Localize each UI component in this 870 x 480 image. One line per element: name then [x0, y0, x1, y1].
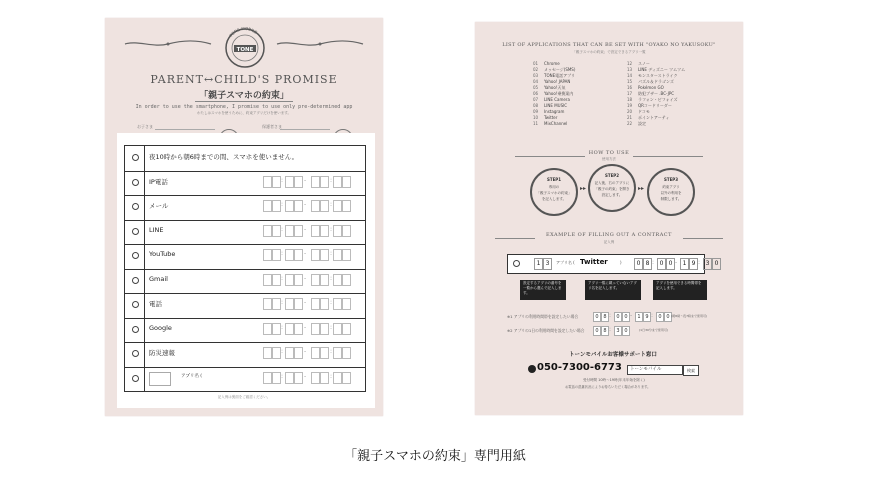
time-digit-box[interactable]: [311, 249, 320, 261]
app-name: ラフォン・ビフォイズ: [638, 97, 678, 102]
time-digit-box[interactable]: [263, 323, 272, 335]
app-number: 12: [627, 61, 633, 66]
howto-subheading: 使用方法: [602, 157, 616, 161]
time-digit-box[interactable]: [294, 225, 303, 237]
step2-text: 設定します。: [601, 193, 623, 197]
rule-label: LINE: [149, 225, 164, 234]
rule-checkbox[interactable]: [132, 301, 139, 308]
time-digit-box[interactable]: [342, 298, 351, 310]
time-digit-box[interactable]: [311, 323, 320, 335]
time-separator: :: [330, 299, 333, 306]
app-name: Instagram: [544, 109, 565, 114]
rule-checkbox[interactable]: [132, 252, 139, 259]
app-number: 03: [533, 73, 539, 78]
time-digit-box[interactable]: [311, 274, 320, 286]
app-list-heading: LIST OF APPLICATIONS THAT CAN BE SET WITH "OYAKO NO YAKUSOKU": [502, 42, 716, 48]
divider: [144, 244, 145, 269]
time-digit-box[interactable]: [294, 249, 303, 261]
sig-parent-line[interactable]: [280, 129, 330, 130]
sig-parent-label: 保護者さま: [262, 124, 282, 129]
intro-english: In order to use the smartphone, I promise to use only pre-determined app: [135, 104, 353, 110]
time-digit-box[interactable]: [272, 323, 284, 335]
time-separator: :: [330, 348, 333, 355]
step2-label: STEP2: [604, 173, 620, 178]
callout-number: 設定するアプリの番号を一覧から選んで記入します。: [520, 280, 566, 300]
howto-heading: HOW TO USE: [588, 150, 630, 156]
promise-sheet-front: [105, 18, 383, 416]
time-digit-box[interactable]: [320, 249, 329, 261]
rule-checkbox[interactable]: [132, 375, 139, 382]
time-digit-box[interactable]: [342, 323, 351, 335]
time-digit: 8: [601, 326, 609, 336]
example-subheading: 記入例: [603, 240, 615, 244]
app-number: 19: [627, 103, 633, 108]
time-digit: 9: [643, 312, 651, 322]
divider: [144, 293, 145, 318]
footnote: 記入例は裏面をご確認ください。: [217, 395, 271, 399]
rule-label: YouTube: [149, 250, 176, 258]
callout-time: アプリを使用できる時間帯を記入します。: [653, 280, 707, 300]
time-separator: :: [281, 176, 284, 184]
step3-circle: [647, 168, 695, 216]
app-name: LINE MUSIC: [544, 103, 568, 108]
time-digit-box[interactable]: [320, 372, 329, 384]
time-digit-box[interactable]: [263, 274, 272, 286]
callout-appname: アプリ一覧に載っていないアプリ名を記入します。: [585, 280, 641, 300]
example-number: 1: [534, 258, 543, 270]
app-name: ドコモ: [638, 109, 650, 114]
time-digit: 0: [657, 258, 666, 270]
time-digit-box[interactable]: [285, 176, 294, 188]
time-digit-box[interactable]: [285, 372, 294, 384]
time-digit-box[interactable]: [272, 372, 284, 384]
time-separator: -: [304, 348, 307, 355]
time-digit-box[interactable]: [342, 372, 351, 384]
time-digit-box[interactable]: [311, 298, 320, 310]
sig-child-line[interactable]: [155, 129, 215, 130]
time-separator: :: [651, 312, 654, 319]
app-number: 15: [627, 79, 633, 84]
search-button[interactable]: 検索: [683, 365, 699, 376]
step1-circle: [530, 168, 578, 216]
time-separator: -: [675, 259, 678, 266]
time-digit-box[interactable]: [342, 249, 351, 261]
app-number: 22: [627, 121, 633, 126]
time-digit-box[interactable]: [263, 249, 272, 261]
time-separator: :: [281, 299, 284, 306]
app-number: 11: [533, 121, 539, 126]
divider: [144, 367, 145, 392]
time-separator: :: [330, 372, 333, 380]
rule-checkbox[interactable]: [132, 179, 139, 186]
app-number: 08: [533, 103, 539, 108]
rule-row: [125, 342, 365, 368]
time-digit-box[interactable]: [333, 323, 342, 335]
time-digit-box[interactable]: [294, 274, 303, 286]
app-number: 20: [627, 109, 633, 114]
time-digit-box[interactable]: [294, 176, 303, 188]
time-digit-box[interactable]: [320, 323, 329, 335]
example-paren: ): [620, 260, 622, 265]
app-name: Chrome: [544, 61, 560, 66]
time-separator: -: [304, 201, 307, 208]
time-separator: :: [330, 274, 333, 282]
time-separator: -: [304, 323, 307, 331]
rule-row: [125, 146, 365, 172]
time-digit: 3: [703, 258, 712, 270]
app-name: Yahoo!乗換案内: [544, 91, 574, 96]
time-digit: 0: [622, 326, 630, 336]
rules-panel: [117, 133, 375, 408]
app-number: 07: [533, 97, 539, 102]
step3-text: 以外の利用を: [660, 191, 682, 195]
rules-table: [124, 145, 366, 392]
time-separator: :: [330, 176, 333, 184]
app-name: Yahoo! JAPAN: [544, 79, 571, 84]
time-digit-box[interactable]: [320, 274, 329, 286]
rule-row: [125, 293, 365, 319]
step3-text: 約束アプリ: [662, 185, 680, 189]
time-digit-box[interactable]: [294, 200, 303, 212]
example-app-name: Twitter: [580, 258, 608, 266]
rule-checkbox[interactable]: [132, 326, 139, 333]
time-digit-box[interactable]: [285, 323, 294, 335]
time-digit-box[interactable]: [294, 298, 303, 310]
step3-label: STEP3: [663, 177, 679, 182]
time-separator: :: [281, 274, 284, 282]
time-digit: 0: [666, 258, 675, 270]
step2-text: 記入後、右のアプリに: [594, 181, 630, 185]
app-number: 01: [533, 61, 539, 66]
time-separator: -: [630, 312, 633, 319]
time-digit-box[interactable]: [311, 225, 320, 237]
step2-circle: [588, 164, 636, 212]
time-digit-box[interactable]: [333, 249, 342, 261]
time-digit-box[interactable]: [333, 298, 342, 310]
time-digit: 0: [614, 312, 622, 322]
step1-text: 「親子スマホの約束」: [536, 191, 572, 195]
app-list-subheading: 「親子スマホの約束」で設定できるアプリ一覧: [572, 50, 646, 54]
time-digit: 0: [656, 312, 664, 322]
time-digit-box[interactable]: [263, 200, 272, 212]
time-digit-box[interactable]: [311, 200, 320, 212]
time-separator: :: [281, 323, 284, 331]
time-separator: :: [330, 250, 333, 257]
support-hours-note: お電話の混雑状況によりお待ちいただく場合があります。: [565, 385, 651, 389]
time-digit-box[interactable]: [333, 372, 342, 384]
app-name: Yahoo!天気: [544, 85, 566, 90]
time-separator: :: [281, 225, 284, 233]
app-number: 09: [533, 109, 539, 114]
rule-row: [125, 220, 365, 246]
app-name: MixChannel: [544, 121, 568, 126]
time-digit: 3: [614, 326, 622, 336]
time-digit-box[interactable]: [342, 225, 351, 237]
divider: [144, 220, 145, 245]
app-list-item: [627, 121, 685, 127]
time-digit-box[interactable]: [311, 176, 320, 188]
time-digit-box[interactable]: [272, 200, 284, 212]
rule-label: Google: [149, 323, 172, 332]
time-separator: :: [330, 323, 333, 331]
step1-label: STEP1: [546, 177, 562, 182]
app-name: LINE ディズニー ツムツム: [638, 67, 686, 72]
app-number: 16: [627, 85, 633, 90]
time-separator: :: [652, 259, 655, 266]
time-digit-box[interactable]: [333, 200, 342, 212]
time-digit-box[interactable]: [263, 176, 272, 188]
ornament-left: [123, 40, 213, 48]
time-digit: 0: [593, 326, 601, 336]
rule-label: Gmail: [149, 274, 168, 283]
app-name: TONE電話アプリ: [544, 73, 575, 78]
app-list-item: [533, 121, 575, 127]
app-number: 21: [627, 115, 633, 120]
time-digit-box[interactable]: [333, 176, 342, 188]
time-digit-box[interactable]: [263, 372, 272, 384]
time-digit-box[interactable]: [285, 347, 294, 359]
support-phone[interactable]: 050-7300-6773: [537, 362, 622, 373]
app-name: QRコードリーダー: [638, 103, 672, 108]
time-digit: 0: [634, 258, 643, 270]
example1-note: (朝8時〜夜7時まで使用可): [671, 314, 708, 318]
rule-label: メール: [149, 202, 169, 210]
time-separator: -: [304, 299, 307, 306]
support-hours: 受付時間 10時〜19時(年末年始を除く): [583, 378, 645, 382]
time-digit: 0: [622, 312, 630, 322]
app-number: 06: [533, 91, 539, 96]
time-separator: -: [304, 274, 307, 282]
app-number-box[interactable]: [149, 372, 171, 386]
search-input[interactable]: トーンモバイル: [627, 365, 683, 375]
tone-mobile-badge: [219, 24, 271, 70]
app-number: 17: [627, 91, 633, 96]
phone-icon: [528, 365, 536, 373]
time-digit-box[interactable]: [311, 347, 320, 359]
time-digit: 0: [664, 312, 672, 322]
time-digit: 9: [689, 258, 698, 270]
time-digit: 0: [712, 258, 721, 270]
step1-text: を記入します。: [541, 197, 567, 201]
rule-checkbox[interactable]: [132, 154, 139, 161]
arrow-icon: ▸▸: [638, 185, 645, 192]
app-number: 04: [533, 79, 539, 84]
time-separator: :: [330, 201, 333, 208]
time-digit-box[interactable]: [294, 372, 303, 384]
sig-child-label: お子さま: [137, 124, 153, 129]
divider: [144, 318, 145, 343]
time-separator: :: [609, 312, 612, 319]
app-list-right: [627, 61, 685, 127]
support-title: トーンモバイルお客様サポート窓口: [569, 352, 657, 358]
time-digit-box[interactable]: [285, 274, 294, 286]
rule-checkbox[interactable]: [132, 228, 139, 235]
time-digit-box[interactable]: [311, 372, 320, 384]
caption: 「親子スマホの約束」専門用紙: [344, 449, 526, 464]
time-separator: :: [281, 372, 284, 380]
example2-label: ※2 アプリの1日の利用時間を設定したい場合: [507, 328, 585, 333]
app-number: 02: [533, 67, 539, 72]
time-digit-box[interactable]: [272, 249, 284, 261]
app-name: LINE Camera: [544, 97, 570, 102]
time-digit-box[interactable]: [272, 225, 284, 237]
time-digit-box[interactable]: [320, 225, 329, 237]
rule-checkbox[interactable]: [132, 203, 139, 210]
time-digit-box[interactable]: [342, 200, 351, 212]
time-digit-box[interactable]: [285, 298, 294, 310]
time-digit-box[interactable]: [272, 298, 284, 310]
intro-japanese: わたしはスマホを使うために、約束アプリだけを使います。: [196, 111, 291, 115]
time-digit-box[interactable]: [320, 298, 329, 310]
time-digit-box[interactable]: [294, 323, 303, 335]
app-number: 05: [533, 85, 539, 90]
title-english: PARENT↔CHILD'S PROMISE: [150, 73, 338, 86]
time-separator: :: [698, 259, 701, 266]
time-digit-box[interactable]: [263, 347, 272, 359]
time-digit: 8: [601, 312, 609, 322]
divider: [144, 269, 145, 294]
rule-checkbox[interactable]: [132, 350, 139, 357]
time-digit-box[interactable]: [320, 176, 329, 188]
rule-row: [125, 367, 365, 392]
example2-note: (1日30分まで使用可): [639, 328, 669, 332]
app-number: 18: [627, 97, 633, 102]
time-digit-box[interactable]: [285, 225, 294, 237]
time-digit-box[interactable]: [333, 225, 342, 237]
step3-text: 制限します。: [660, 197, 682, 201]
time-digit-box[interactable]: [272, 274, 284, 286]
time-digit: 8: [643, 258, 652, 270]
time-separator: :: [330, 225, 333, 233]
example-radio: [513, 260, 520, 267]
example-number: 3: [543, 258, 552, 270]
rule-row: [125, 318, 365, 344]
app-name: Twitter: [544, 115, 558, 120]
example-heading: EXAMPLE OF FILLING OUT A CONTRACT: [546, 232, 672, 238]
example1-label: ※1 アプリの利用時間帯を設定したい場合: [507, 314, 579, 319]
rule-label: 夜10時から朝6時までの間、スマホを使いません。: [149, 153, 299, 161]
app-name: モンスターストライク: [638, 73, 678, 78]
time-digit-box[interactable]: [342, 274, 351, 286]
app-name: 設定: [638, 121, 646, 126]
app-list-left: [533, 61, 575, 127]
app-number: 10: [533, 115, 539, 120]
time-separator: :: [609, 326, 612, 333]
divider: [144, 171, 145, 196]
rule-label: 電話: [149, 300, 162, 308]
app-name: 防犯ブザー .BC-JPC: [638, 91, 675, 96]
step2-text: 「親子の約束」を開き: [594, 187, 630, 191]
example-app-label: アプリ名 (: [556, 260, 575, 265]
app-name: Pokémon GO: [638, 85, 664, 90]
svg-text:TONE MOBILE: TONE MOBILE: [228, 25, 259, 39]
step1-text: 専用の: [548, 185, 560, 189]
divider: [683, 238, 723, 239]
time-separator: :: [281, 250, 284, 257]
rule-checkbox[interactable]: [132, 277, 139, 284]
time-separator: :: [281, 348, 284, 355]
time-separator: -: [304, 250, 307, 257]
app-name: メッセージ(SMS): [544, 67, 576, 72]
time-digit: 1: [680, 258, 689, 270]
time-digit-box[interactable]: [342, 347, 351, 359]
rule-row: [125, 244, 365, 270]
time-separator: -: [304, 176, 307, 184]
svg-text:TONE: TONE: [236, 47, 254, 53]
app-name: スノー: [638, 61, 650, 66]
divider: [144, 146, 145, 171]
title-japanese: 「親子スマホの約束」: [105, 88, 383, 101]
rule-row: [125, 195, 365, 221]
time-separator: -: [304, 225, 307, 233]
time-digit: 1: [635, 312, 643, 322]
time-digit-box[interactable]: [342, 176, 351, 188]
time-digit-box[interactable]: [285, 200, 294, 212]
app-name: パズル＆ドラゴンズ: [638, 79, 674, 84]
time-digit-box[interactable]: [333, 347, 342, 359]
rule-row: [125, 269, 365, 295]
time-digit-box[interactable]: [320, 347, 329, 359]
app-name: ポイントアーティ: [638, 115, 670, 120]
time-digit-box[interactable]: [263, 298, 272, 310]
rule-label: 防災速報: [149, 349, 175, 357]
time-digit-box[interactable]: [272, 176, 284, 188]
time-digit-box[interactable]: [320, 200, 329, 212]
divider: [144, 195, 145, 220]
time-separator: -: [304, 372, 307, 380]
ornament-right: [275, 40, 365, 48]
time-digit-box[interactable]: [263, 225, 272, 237]
time-digit: 0: [593, 312, 601, 322]
promise-sheet-back: [475, 22, 743, 415]
rule-label: IP電話: [149, 177, 168, 186]
example-row: [507, 254, 719, 274]
rule-row: [125, 171, 365, 197]
arrow-icon: ▸▸: [580, 185, 587, 192]
divider: [495, 238, 535, 239]
time-separator: :: [281, 201, 284, 208]
divider: [144, 342, 145, 367]
time-digit-box[interactable]: [285, 249, 294, 261]
app-number: 13: [627, 67, 633, 72]
app-name-label: アプリ名 (: [181, 373, 203, 379]
time-digit-box[interactable]: [333, 274, 342, 286]
time-digit-box[interactable]: [272, 347, 284, 359]
time-digit-box[interactable]: [294, 347, 303, 359]
app-number: 14: [627, 73, 633, 78]
